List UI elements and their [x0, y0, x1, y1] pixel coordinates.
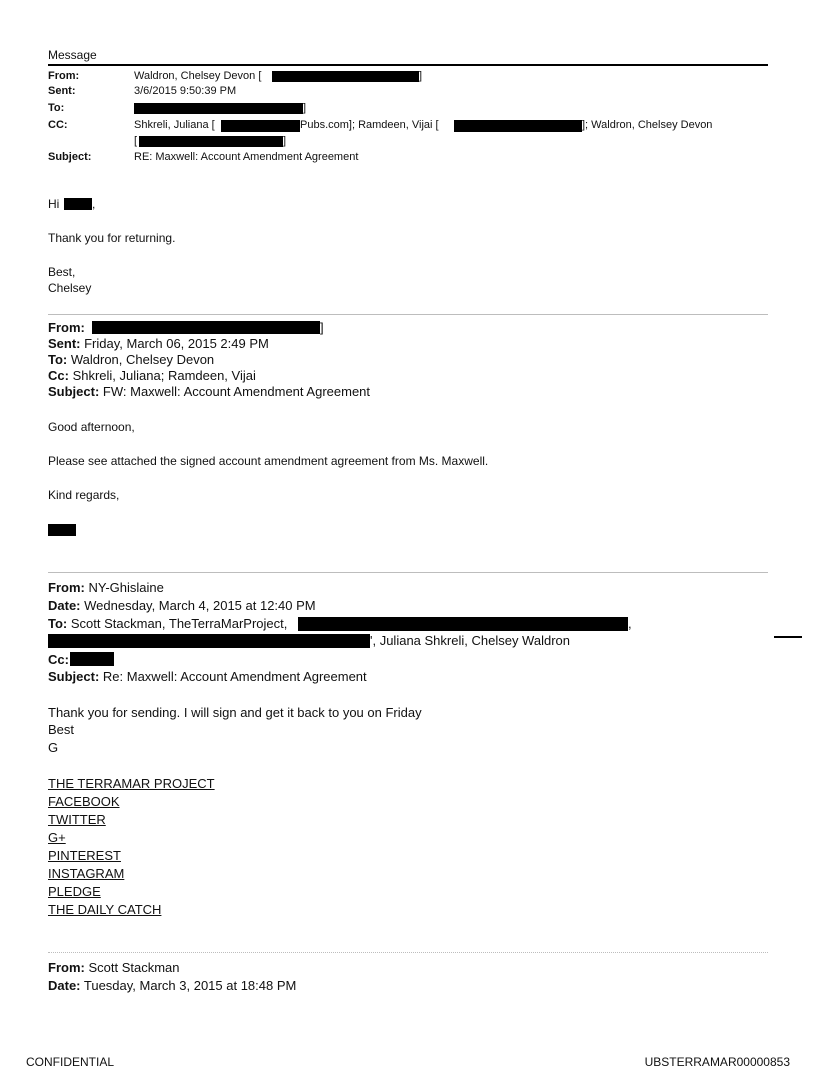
subject-value: RE: Maxwell: Account Amendment Agreement — [134, 151, 359, 163]
redaction-box — [70, 652, 114, 666]
cc-label: Cc: — [48, 652, 69, 667]
cc-line2-open: [ — [134, 135, 138, 147]
from-label: From: — [48, 320, 85, 335]
link-daily-catch[interactable]: THE DAILY CATCH — [48, 902, 162, 917]
subject-label: Subject: — [48, 384, 100, 399]
redaction-box — [221, 120, 300, 132]
redaction-box — [64, 198, 92, 210]
margin-mark — [774, 636, 802, 638]
signoff: Best — [48, 722, 75, 737]
to-value: Waldron, Chelsey Devon — [67, 352, 215, 367]
subject-value: Re: Maxwell: Account Amendment Agreement — [99, 669, 367, 684]
redaction-box — [48, 634, 370, 648]
header-rule — [48, 64, 768, 66]
body-line: Good afternoon, — [48, 420, 135, 434]
signature-initial: G — [48, 740, 59, 755]
to-label: To: — [48, 352, 68, 367]
signoff: Best, — [48, 265, 76, 279]
redaction-box — [48, 524, 76, 536]
confidential-label: CONFIDENTIAL — [26, 1055, 115, 1069]
cc-line2-close: ] — [283, 135, 287, 147]
link-gplus[interactable]: G+ — [48, 830, 66, 845]
link-terramar-project[interactable]: THE TERRAMAR PROJECT — [48, 776, 215, 791]
to-comma: , — [628, 616, 632, 631]
separator — [48, 952, 768, 953]
subject-line — [48, 384, 370, 400]
cc-value: Shkreli, Juliana; Ramdeen, Vijai — [68, 368, 256, 383]
to-label: To: — [48, 616, 68, 631]
separator — [48, 314, 768, 315]
bates-number: UBSTERRAMAR00000853 — [644, 1055, 790, 1069]
sent-value: 3/6/2015 9:50:39 PM — [134, 85, 237, 97]
sent-label: Sent: — [48, 85, 76, 97]
signoff: Kind regards, — [48, 488, 120, 502]
to-label: To: — [48, 102, 65, 114]
sent-label: Sent: — [48, 336, 81, 351]
body-line: Thank you for sending. I will sign and get it back to you on Friday — [48, 705, 422, 720]
redaction-box — [298, 617, 628, 631]
from-value: Waldron, Chelsey Devon [ — [134, 70, 262, 82]
to-value: Scott Stackman, TheTerraMarProject, — [67, 616, 288, 631]
separator — [48, 572, 768, 573]
redaction-box — [272, 71, 419, 82]
from-value: Scott Stackman — [84, 960, 180, 975]
subject-label: Subject: — [48, 669, 100, 684]
date-label: Date: — [48, 598, 81, 613]
link-twitter[interactable]: TWITTER — [48, 812, 106, 827]
message-label: Message — [48, 48, 97, 62]
redaction-box — [92, 321, 320, 334]
to-close: ] — [303, 102, 307, 114]
sent-line — [48, 336, 269, 352]
from-value: NY-Ghislaine — [84, 580, 164, 595]
from-label: From: — [48, 960, 85, 975]
from-label: From: — [48, 580, 85, 595]
from-close: ] — [419, 70, 423, 82]
date-value: Tuesday, March 3, 2015 at 18:48 PM — [80, 978, 297, 993]
cc-value-a: Shkreli, Juliana [ — [134, 119, 215, 131]
from-close: ] — [320, 320, 324, 335]
body-line: Thank you for returning. — [48, 231, 176, 245]
to-line2: ', Juliana Shkreli, Chelsey Waldron — [370, 633, 570, 648]
from-line — [48, 960, 180, 976]
greeting-comma: , — [92, 197, 96, 211]
date-label: Date: — [48, 978, 81, 993]
sent-value: Friday, March 06, 2015 2:49 PM — [80, 336, 269, 351]
link-pinterest[interactable]: PINTEREST — [48, 848, 121, 863]
body-line: Please see attached the signed account amendment agreement from Ms. Maxwell. — [48, 454, 489, 468]
redaction-box — [139, 136, 283, 147]
subject-value: FW: Maxwell: Account Amendment Agreement — [99, 384, 371, 399]
subject-label: Subject: — [48, 151, 92, 163]
link-facebook[interactable]: FACEBOOK — [48, 794, 120, 809]
cc-label: Cc: — [48, 368, 69, 383]
cc-value-c: ]; Waldron, Chelsey Devon — [582, 119, 713, 131]
redaction-box — [134, 103, 303, 114]
to-line — [48, 616, 287, 632]
cc-line — [48, 368, 256, 384]
from-label: From: — [48, 70, 80, 82]
greeting: Hi — [48, 197, 60, 211]
link-instagram[interactable]: INSTAGRAM — [48, 866, 125, 881]
from-line — [48, 580, 164, 596]
date-value: Wednesday, March 4, 2015 at 12:40 PM — [80, 598, 316, 613]
date-line — [48, 978, 296, 994]
subject-line — [48, 669, 367, 685]
redaction-box — [454, 120, 582, 132]
date-line — [48, 598, 316, 614]
signature-name: Chelsey — [48, 281, 92, 295]
to-line — [48, 352, 214, 368]
cc-value-b: Pubs.com]; Ramdeen, Vijai [ — [300, 119, 439, 131]
link-pledge[interactable]: PLEDGE — [48, 884, 101, 899]
cc-label: CC: — [48, 119, 68, 131]
